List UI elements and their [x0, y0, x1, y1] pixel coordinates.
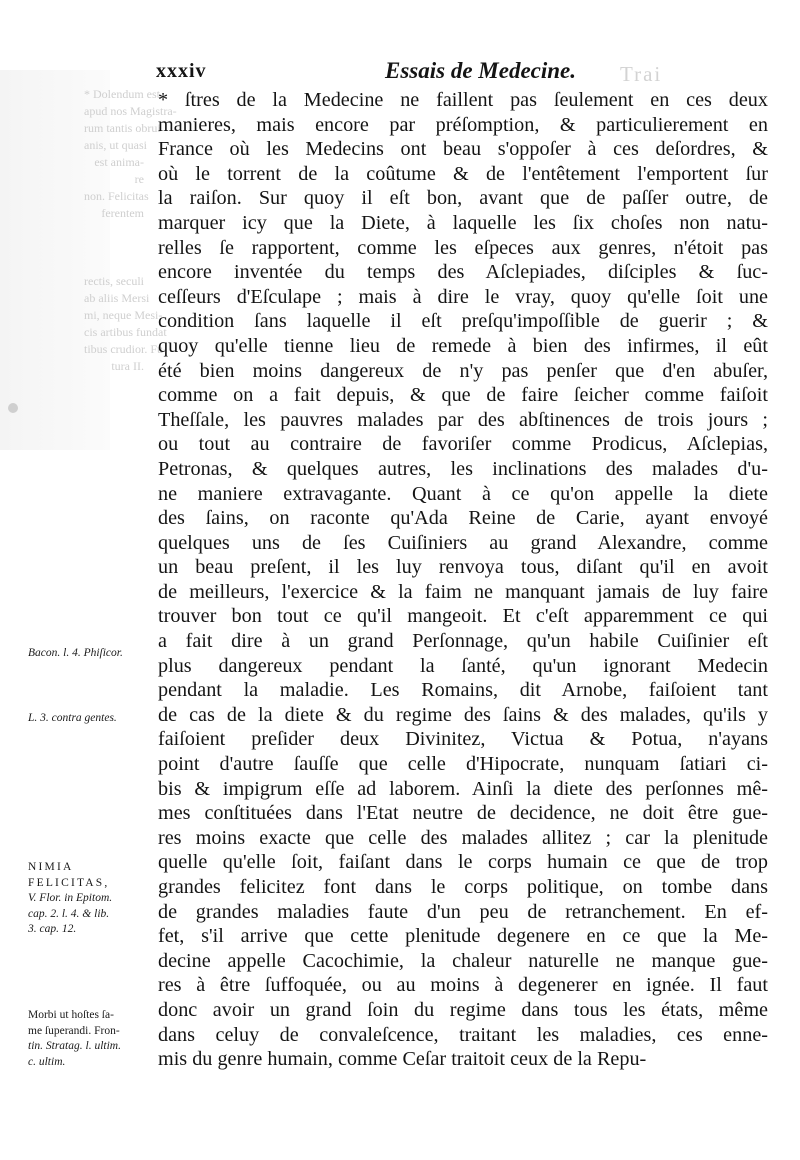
margin-note-morbi: [28, 1008, 121, 1070]
bleed-through-line: [84, 375, 144, 392]
text-line: trouver bon tout ce qu'il mangeoit. Et c'eſt apparemment ce qui: [158, 605, 768, 628]
text-line: condition ſans laquelle il eſt preſqu'impoſſible de guerir ; &: [158, 310, 768, 333]
text-line: des ſains, on raconte qu'Ada Reine de Carie, ayant envoyé: [158, 507, 768, 530]
margin-note-line: V. Flor. in Epitom.: [28, 892, 113, 904]
text-line: bis & impigrum eſſe ad laborem. Ainſi la diete des perſonnes mê-: [158, 777, 768, 800]
bleed-through-line: [84, 256, 144, 273]
margin-note-line: FELICITAS,: [28, 876, 110, 889]
text-line: Petronas, & quelques autres, les inclinations des malades d'u-: [158, 457, 768, 480]
text-line: de meilleurs, l'exercice & la faim ne manquant jamais de luy faire: [158, 580, 768, 603]
text-line: quelle qu'elle ſoit, faiſant dans le corps humain ce que de trop: [158, 851, 768, 874]
text-line: encore inventée du temps des Aſclepiades, diſciples & ſuc-: [158, 261, 768, 284]
text-line: quelques uns de ſes Cuiſiniers au grand Alexandre, comme: [158, 531, 768, 554]
text-line: dans celuy de convaleſcence, traitant les maladies, ces enne-: [158, 1023, 768, 1046]
bleed-through-margin: [84, 86, 177, 392]
text-line: France où les Medecins ont beau s'oppoſer à ces deſordres, &: [158, 138, 768, 161]
margin-note-line: 3. cap. 12.: [28, 923, 77, 935]
text-line: la raiſon. Sur quoy il eſt bon, avant que de paſſer outre, de: [158, 187, 768, 210]
text-line: ceſſeurs d'Eſculape ; mais à dire le vray, quoy qu'elle ſoit une: [158, 285, 768, 308]
text-line: de grandes maladies faute d'un peu de retranchement. En ef-: [158, 900, 768, 923]
running-title: Essais de Medecine.: [385, 58, 577, 83]
text-line: grandes felicitez font dans le corps politique, on tombe dans: [158, 876, 768, 898]
text-line: un beau preſent, il les luy renvoya tous, diſant qu'il en avoit: [158, 556, 768, 579]
bleed-through-line: rectis, seculi: [84, 274, 144, 288]
text-line: donc avoir un grand ſoin du regime dans tous les états, même: [158, 998, 768, 1021]
bleed-through-line: [84, 222, 144, 239]
text-line: faiſoient preſider deux Divinitez, Victua & Potua, n'ayans: [158, 728, 768, 751]
margin-note-line: Morbi ut hoſtes ſa-: [28, 1009, 114, 1021]
bleed-through-line: [84, 239, 144, 256]
text-line: mes conſtituées dans l'Etat neutre de decidence, ne doit être gue-: [158, 802, 768, 825]
text-line: res moins exacte que celle des malades allitez ; car la plenitude: [158, 826, 768, 849]
text-line: manieres, mais encore par préſomption, & particulierement en: [158, 113, 768, 136]
bleed-through-line: anis, ut quasi: [84, 138, 147, 152]
bleed-through-line: rum tantis obrui: [84, 121, 161, 135]
margin-note-nimia: [28, 860, 112, 938]
bleed-through-heading: Trai: [620, 62, 663, 86]
margin-note-bacon: Bacon. l. 4. Phiſicor.: [28, 647, 123, 659]
page-number: xxxiv: [156, 60, 207, 82]
text-line: a fait dire à un grand Perſonnage, qu'un habile Cuiſinier eſt: [158, 630, 768, 653]
body-text: [158, 88, 768, 1072]
text-line: fet, s'il arrive que cette plenitude degenere en ce que la Me-: [158, 925, 768, 948]
bleed-through-line: apud nos Magistra-: [84, 104, 177, 118]
bleed-through-line: mi, neque Mesi-: [84, 308, 163, 322]
text-line: où le torrent de la coûtume & de l'entêtement l'emportent ſur: [158, 162, 768, 185]
text-line: été bien moins dangereux de n'y pas penſer que d'en abuſer,: [158, 359, 768, 382]
text-line: quoy qu'elle tienne lieu de remede à bien des infirmes, il eût: [158, 334, 768, 357]
margin-note-line: NIMIA: [28, 861, 74, 873]
margin-note-line: tin. Stratag. l. ultim.: [28, 1040, 121, 1052]
text-line: ne maniere extravagante. Quant à ce qu'on appelle la diete: [158, 482, 768, 505]
bleed-through-line: non. Felicitas: [84, 189, 149, 203]
bleed-through-line: ab aliis Mersi: [84, 291, 150, 305]
bleed-through-line: ferentem: [101, 206, 144, 220]
text-line: mis du genre humain, comme Ceſar traitoit ceux de la Repu-: [158, 1048, 647, 1071]
bleed-through-line: cis artibus fundat: [84, 325, 167, 339]
bleed-through-line: tura II.: [111, 359, 144, 373]
text-line: ou tout au contraire de favoriſer comme Prodicus, Aſclepias,: [158, 433, 768, 456]
text-line: res à être ſuffoquée, ou au moins à degenerer en ignée. Il faut: [158, 974, 768, 997]
bleed-through-line: est anima-: [94, 155, 144, 169]
margin-note-arnobe: L. 3. contra gentes.: [28, 712, 117, 724]
bleed-through-line: tibus crudior. Fu-: [84, 342, 167, 356]
text-line: de cas de la diete & du regime des ſains & des malades, qu'ils y: [158, 703, 768, 726]
bleed-through-line: re: [134, 172, 144, 186]
margin-note-line: me ſuperandi. Fron-: [28, 1024, 120, 1037]
text-line: marquer icy que la Diete, à laquelle les ſix choſes non natu-: [158, 211, 768, 234]
text-line: Theſſale, les pauvres malades par des abſtinences de trois jours ;: [158, 408, 768, 431]
text-line: decine appelle Cacochimie, la chaleur naturelle ne manque gue-: [158, 949, 768, 972]
text-line: relles ſe rapportent, comme les eſpeces aux genres, n'étoit pas: [158, 236, 768, 259]
text-line: * ſtres de la Medecine ne faillent pas ſeulement en ces deux: [158, 89, 768, 111]
text-line: point d'autre ſauſſe que celle d'Hipocrate, nunquam ſatiari ci-: [158, 753, 768, 776]
margin-note-line: cap. 2. l. 4. & lib.: [28, 907, 110, 920]
bleed-through-line: * Dolendum est: [84, 87, 160, 101]
text-line: comme on a fait depuis, & que de faire ſeicher comme faiſoit: [158, 384, 768, 407]
text-line: plus dangereux pendant la ſanté, qu'un ignorant Medecin: [158, 654, 768, 677]
text-line: pendant la maladie. Les Romains, dit Arnobe, faiſoient tant: [158, 679, 768, 702]
margin-note-line: c. ultim.: [28, 1055, 66, 1068]
paper-stain: [8, 403, 18, 413]
